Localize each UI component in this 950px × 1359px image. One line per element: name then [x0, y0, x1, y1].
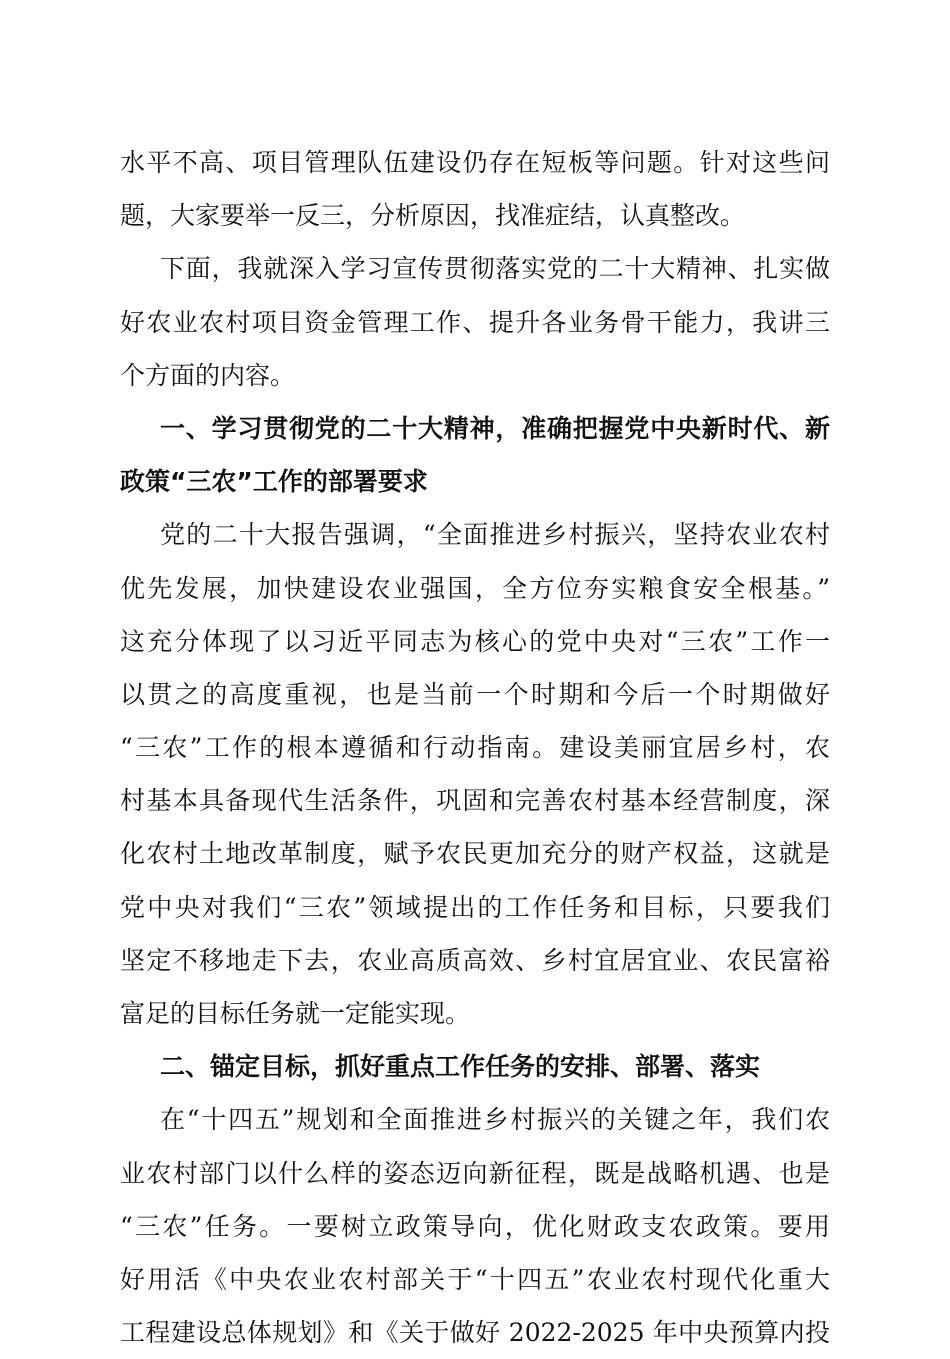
paragraph-line: 个方面的内容。 [120, 360, 296, 390]
document-body [120, 136, 830, 1359]
paragraph-line: “三农”任务。一要树立政策导向，优化财政支农政策。要用 [120, 1211, 830, 1241]
paragraph-line: “三农”工作的根本遵循和行动指南。建设美丽宜居乡村，农 [120, 733, 830, 763]
paragraph-line: 富足的目标任务就一定能实现。 [120, 999, 471, 1028]
paragraph-line: 好用活《中央农业农村部关于“十四五”农业农村现代化重大 [120, 1264, 830, 1294]
paragraph-line: 以贯之的高度重视，也是当前一个时期和今后一个时期做好 [120, 679, 830, 709]
paragraph-line: 水平不高、项目管理队伍建设仍存在短板等问题。针对这些问 [120, 148, 830, 177]
paragraph-line: 化农村土地改革制度，赋予农民更加充分的财产权益，这就是 [120, 839, 830, 869]
paragraph-line: 在“十四五”规划和全面推进乡村振兴的关键之年，我们农 [160, 1105, 830, 1135]
paragraph-line: 好农业农村项目资金管理工作、提升各业务骨干能力，我讲三 [120, 307, 830, 337]
paragraph-line: 党的二十大报告强调，“全面推进乡村振兴，坚持农业农村 [160, 520, 830, 550]
section-heading-line: 政策“三农”工作的部署要求 [120, 467, 428, 497]
section-heading-line: 二、锚定目标，抓好重点工作任务的安排、部署、落实 [160, 1052, 761, 1082]
paragraph-line: 村基本具备现代生活条件，巩固和完善农村基本经营制度，深 [120, 786, 830, 816]
paragraph-line: 坚定不移地走下去，农业高质高效、乡村宜居宜业、农民富裕 [120, 945, 830, 975]
section-heading-line: 一、学习贯彻党的二十大精神，准确把握党中央新时代、新 [160, 413, 830, 443]
paragraph-line: 这充分体现了以习近平同志为核心的党中央对“三农”工作一 [120, 626, 830, 656]
paragraph-line: 党中央对我们“三农”领域提出的工作任务和目标，只要我们 [120, 892, 830, 922]
paragraph-line: 业农村部门以什么样的姿态迈向新征程，既是战略机遇、也是 [120, 1158, 830, 1188]
paragraph-line: 题，大家要举一反三，分析原因，找准症结，认真整改。 [120, 201, 746, 231]
paragraph-line: 优先发展，加快建设农业强国，全方位夯实粮食安全根基。” [120, 573, 830, 603]
paragraph-line: 工程建设总体规划》和《关于做好 2022-2025 年中央预算内投 [120, 1318, 830, 1348]
paragraph-line: 下面，我就深入学习宣传贯彻落实党的二十大精神、扎实做 [160, 254, 830, 284]
